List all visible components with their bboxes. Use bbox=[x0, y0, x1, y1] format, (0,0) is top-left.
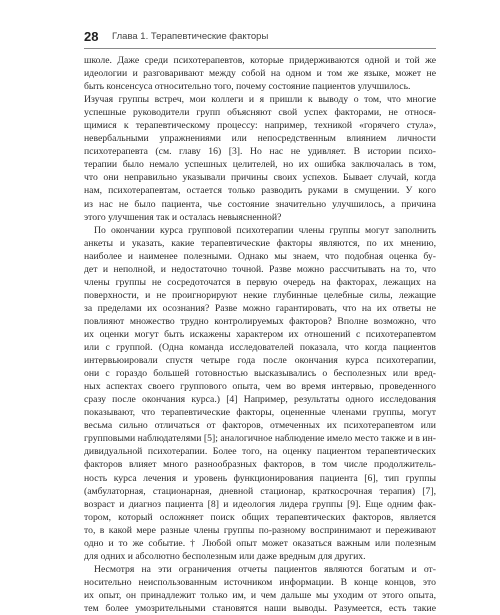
text-line: повлияют множество трудно контролируемых факторов? Вполне возможно, что bbox=[84, 315, 436, 327]
text-line: поверхности, и не проигнорируют некие глубинные целебные силы, лежащие bbox=[84, 289, 436, 301]
text-line: носительно неиспользованным источником информации. В конце концов, это bbox=[84, 576, 436, 588]
text-line: за пределами их осознания? Разве можно гарантировать, что на их ответы не bbox=[84, 302, 436, 314]
text-line: идеологии и разговаривают между собой на одном и том же языке, может не bbox=[84, 68, 436, 80]
text-line: ность курса лечения и уровень функционирования пациента [6], тип группы bbox=[84, 472, 436, 484]
text-line: нам, психотерапевтам, остается только разводить руками в смущении. У кого bbox=[84, 185, 436, 197]
text-line: тором, который осложняет поиск общих терапевтических факторов, является bbox=[84, 511, 436, 523]
text-line: школе. Даже среди психотерапевтов, которые придерживаются одной и той же bbox=[84, 55, 436, 66]
text-line: психотерапевта (см. главу 16) [3]. Но нас не удивляет. В истории психо- bbox=[84, 146, 436, 158]
text-line: показывают, что терапевтические факторы, оцененные членами группы, могут bbox=[84, 407, 436, 419]
text-line: или с группой. (Одна команда исследователей показала, что когда пациентов bbox=[84, 342, 436, 354]
text-line: дет и неполной, и недостаточно точной. Разве можно рассчитывать на то, что bbox=[84, 263, 436, 275]
text-line: анкеты и указать, какие терапевтические факторы являются, по их мнению, bbox=[84, 237, 436, 249]
text-line: невербальными упражнениями или непосредственным влиянием личности bbox=[84, 133, 436, 145]
text-line: весьма сильно отличаться от факторов, отмеченных их психотерапевтом или bbox=[84, 420, 436, 432]
page-number: 28 bbox=[84, 29, 99, 44]
text-line: По окончании курса групповой психотерапии члены группы могут заполнить bbox=[94, 224, 436, 236]
text-line: ных аспектах своего группового опыта, чем во время интервью, проведенного bbox=[84, 381, 436, 393]
text-line: что они неправильно указывали причины своих успехов. Бывает случай, когда bbox=[84, 172, 436, 184]
text-line: сразу после окончания курса.) [4] Например, результаты одного исследования bbox=[84, 394, 436, 406]
chapter-title: Глава 1. Терапевтические факторы bbox=[112, 31, 269, 42]
text-line: щимися к терапевтическому процессу: например, техникой «горячего стула», bbox=[84, 120, 436, 132]
text-line: факторов влияет много разнообразных факторов, в том числе продолжитель- bbox=[84, 459, 436, 471]
body-text bbox=[84, 54, 436, 614]
text-line: дивидуальной психотерапии. Более того, на оценку пациентом терапевтических bbox=[84, 446, 436, 458]
text-line: возраст и диагноз пациента [8] и идеология лидера группы [9]. Еще одним фак- bbox=[84, 498, 436, 510]
text-line: Изучая группы встреч, мои коллеги и я пришли к выводу о том, что многие bbox=[84, 94, 436, 106]
text-line: члены группы не сосредоточатся в первую очередь на факторах, лежащих на bbox=[84, 276, 436, 288]
text-line: интервьюировали спустя четыре года после окончания курса психотерапии, bbox=[84, 355, 436, 367]
text-line: для одних и абсолютно бесполезным или даже вредным для других. bbox=[84, 550, 366, 562]
text-line: групповыми наблюдателями [5]; аналогичное наблюдение имело место также и в ин- bbox=[84, 433, 436, 445]
text-line: успешные руководители групп объясняют свой успех факторами, не относя- bbox=[84, 107, 436, 119]
text-line: Несмотря на эти ограничения отчеты пациентов являются богатым и от- bbox=[94, 563, 436, 575]
text-line: их оценки могут быть искажены характером их отношений с психотерапевтом bbox=[84, 328, 436, 340]
text-line: наиболее и наименее полезными. Однако мы знаем, что подобная оценка бу- bbox=[84, 250, 436, 262]
page-header bbox=[84, 28, 436, 49]
text-line: этого улучшения так и осталась невыясненной? bbox=[84, 211, 282, 223]
text-line: тем более умозрительными становятся наши выводы. Разумеется, есть такие bbox=[84, 602, 436, 614]
text-line: то, в какой мере разные члены группы по-разному воспринимают и переживают bbox=[84, 524, 436, 536]
text-line: терапии было немало успешных целителей, но их ошибка заключалась в том, bbox=[84, 159, 436, 171]
text-line: они с гораздо большей готовностью высказывались о бесполезных или вред- bbox=[84, 368, 436, 380]
text-line: их опыт, он принадлежит только им, и чем дальше мы уходим от этого опыта, bbox=[84, 589, 436, 601]
text-line: из нас не было пациента, чье состояние значительно улучшилось, а причина bbox=[84, 198, 436, 210]
text-line: быть консенсуса относительно того, почему состояние пациентов улучшилось. bbox=[84, 81, 411, 93]
text-line: одно и то же событие. † Любой опыт может оказаться важным или полезным bbox=[84, 537, 436, 549]
text-line: (амбулаторная, стационарная, дневной стационар, краткосрочная терапия) [7], bbox=[84, 485, 436, 497]
